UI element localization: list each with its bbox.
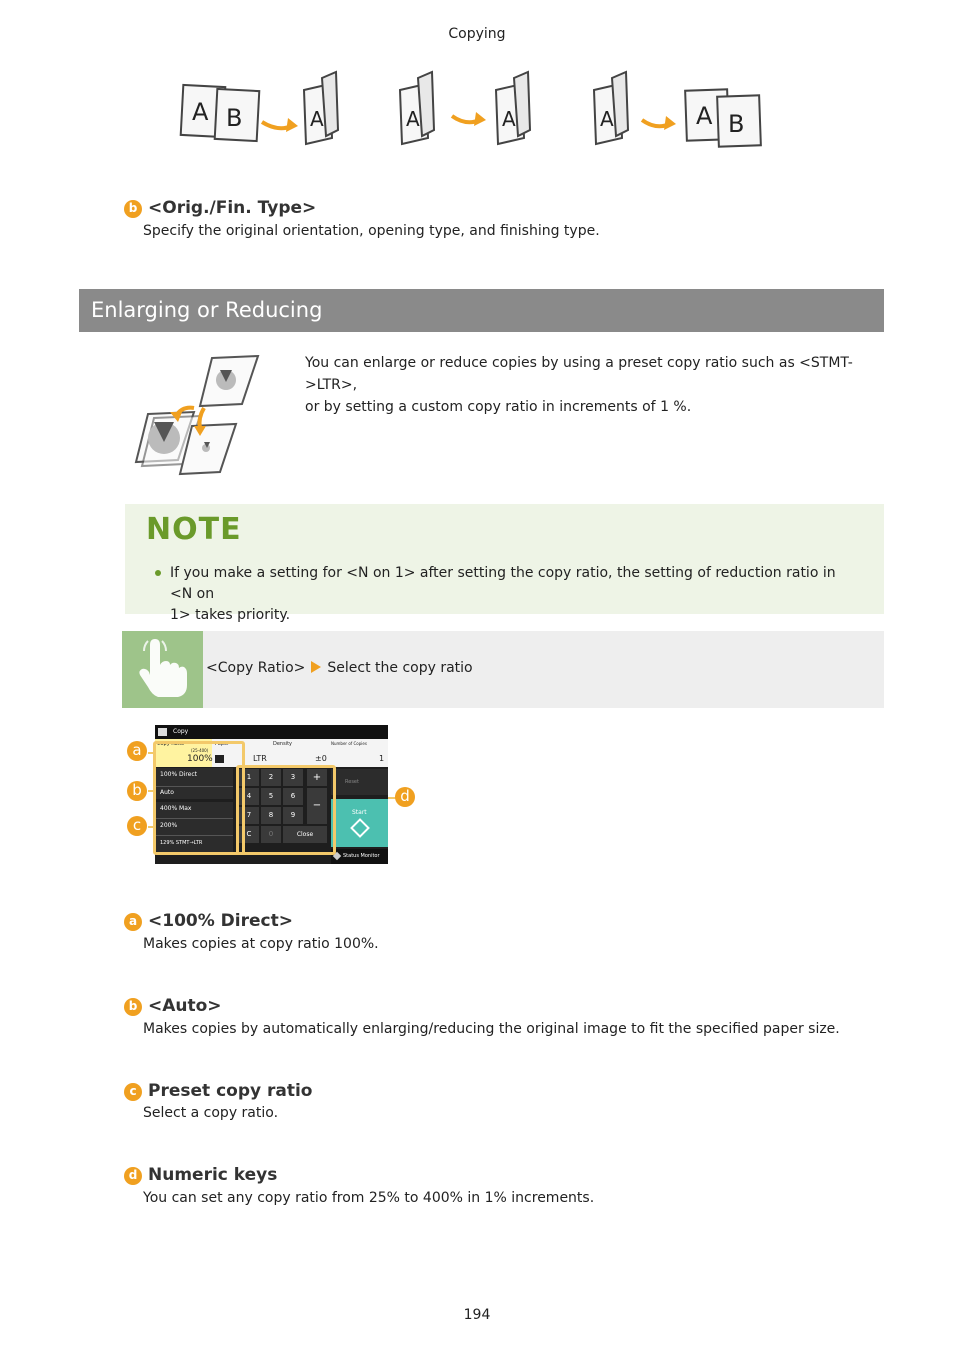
header-title: Copying — [448, 26, 506, 42]
key-8[interactable]: 8 — [261, 807, 281, 824]
item-title: Numeric keys — [148, 1165, 278, 1185]
callout-a: a — [127, 741, 147, 761]
item-description: You can set any copy ratio from 25% to 400% in 1% increments. — [143, 1190, 595, 1206]
step-bar — [122, 631, 884, 708]
intro-line-2: or by setting a custom copy ratio in increments of 1 %. — [305, 399, 692, 415]
key-1[interactable]: 1 — [239, 769, 259, 786]
key-2[interactable]: 2 — [261, 769, 281, 786]
callout-d: d — [395, 787, 415, 807]
ratio-129-stmt-ltr[interactable]: 129% STMT→LTR — [156, 836, 233, 852]
ratio-100-direct[interactable]: 100% Direct — [156, 768, 233, 787]
marker-a: a — [124, 913, 142, 931]
enlarge-reduce-illustration — [130, 352, 265, 480]
svg-text:A: A — [310, 107, 324, 131]
key-9[interactable]: 9 — [283, 807, 303, 824]
bullet-icon — [153, 568, 163, 578]
svg-text:A: A — [406, 107, 420, 131]
start-button[interactable]: Start — [331, 799, 388, 847]
svg-text:A: A — [192, 98, 209, 126]
orig-fin-title: <Orig./Fin. Type> — [148, 198, 317, 218]
orig-fin-item — [124, 198, 316, 218]
item-description: Makes copies at copy ratio 100%. — [143, 936, 379, 952]
screen-title: Copy — [173, 728, 189, 735]
reset-button[interactable]: Reset — [331, 769, 388, 795]
key-6[interactable]: 6 — [283, 788, 303, 805]
note-line-2: 1> takes priority. — [170, 607, 291, 623]
key-plus[interactable]: + — [307, 769, 327, 786]
status-monitor-button[interactable]: Status Monitor — [331, 849, 388, 864]
booklet-icon — [496, 72, 530, 144]
tab-paper[interactable]: Paper LTR — [215, 741, 267, 763]
key-0[interactable]: 0 — [261, 826, 281, 843]
step-arrow-icon — [311, 661, 321, 673]
svg-text:B: B — [728, 110, 745, 138]
note-box — [125, 504, 884, 623]
key-minus[interactable]: − — [307, 788, 327, 824]
booklet-icon — [400, 72, 434, 144]
tab-density[interactable]: Density ±0 — [273, 741, 327, 763]
marker-c: c — [124, 1083, 142, 1101]
page-number: 194 — [463, 1307, 491, 1323]
tab-copy-ratio[interactable]: Copy Ratio (25-400) 100% — [155, 739, 212, 767]
key-close[interactable]: Close — [283, 826, 327, 843]
note-text — [170, 563, 860, 626]
copy-icon — [158, 728, 167, 736]
step-select-ratio: Select the copy ratio — [327, 660, 473, 676]
ratio-200[interactable]: 200% — [156, 819, 233, 836]
ratio-auto[interactable]: Auto — [156, 787, 233, 799]
key-5[interactable]: 5 — [261, 788, 281, 805]
open-pages-ab-icon — [181, 85, 260, 141]
callout-c: c — [127, 816, 147, 836]
intro-text — [305, 352, 885, 418]
item-title: <100% Direct> — [148, 911, 293, 931]
marker-b: b — [124, 200, 142, 218]
section-header — [79, 289, 884, 332]
booklet-icon — [594, 72, 628, 144]
item-100-direct — [124, 911, 293, 931]
item-title: <Auto> — [148, 996, 222, 1016]
note-heading: NOTE — [146, 512, 242, 547]
callout-bracket-keypad — [236, 765, 336, 855]
item-description: Select a copy ratio. — [143, 1105, 279, 1121]
svg-text:A: A — [502, 107, 516, 131]
item-preset-ratio — [124, 1081, 312, 1101]
svg-text:B: B — [226, 104, 243, 132]
svg-text:A: A — [696, 102, 713, 130]
orientation-illustration — [170, 70, 770, 155]
tab-number-of-copies[interactable]: Number of Copies 1 — [331, 741, 385, 763]
callout-b: b — [127, 781, 147, 801]
ratio-400-max[interactable]: 400% Max — [156, 802, 233, 819]
key-4[interactable]: 4 — [239, 788, 259, 805]
step-text — [206, 660, 473, 676]
item-description: Makes copies by automatically enlarging/reducing the original image to fit the specified paper size. — [143, 1021, 840, 1037]
intro-line-1: You can enlarge or reduce copies by using a preset copy ratio such as <STMT->LTR>, — [305, 355, 853, 393]
hand-tap-icon — [122, 631, 203, 708]
item-title: Preset copy ratio — [148, 1081, 313, 1101]
marker-d: d — [124, 1167, 142, 1185]
orig-fin-description: Specify the original orientation, opening type, and finishing type. — [143, 223, 600, 239]
svg-text:A: A — [600, 107, 614, 131]
note-line-1: If you make a setting for <N on 1> after setting the copy ratio, the setting of reduction ratio in <N on — [170, 565, 836, 602]
key-clear[interactable]: C — [239, 826, 259, 843]
start-icon — [350, 818, 370, 838]
item-numeric-keys — [124, 1165, 277, 1185]
callout-bracket-list — [153, 741, 245, 855]
marker-b: b — [124, 998, 142, 1016]
key-3[interactable]: 3 — [283, 769, 303, 786]
tap-icon-box — [122, 631, 203, 708]
section-title: Enlarging or Reducing — [91, 298, 323, 322]
step-copy-ratio: <Copy Ratio> — [206, 660, 306, 676]
key-7[interactable]: 7 — [239, 807, 259, 824]
open-pages-ab-icon — [685, 89, 761, 146]
item-auto — [124, 996, 222, 1016]
booklet-icon — [304, 72, 338, 144]
screen-title-bar — [155, 725, 388, 739]
